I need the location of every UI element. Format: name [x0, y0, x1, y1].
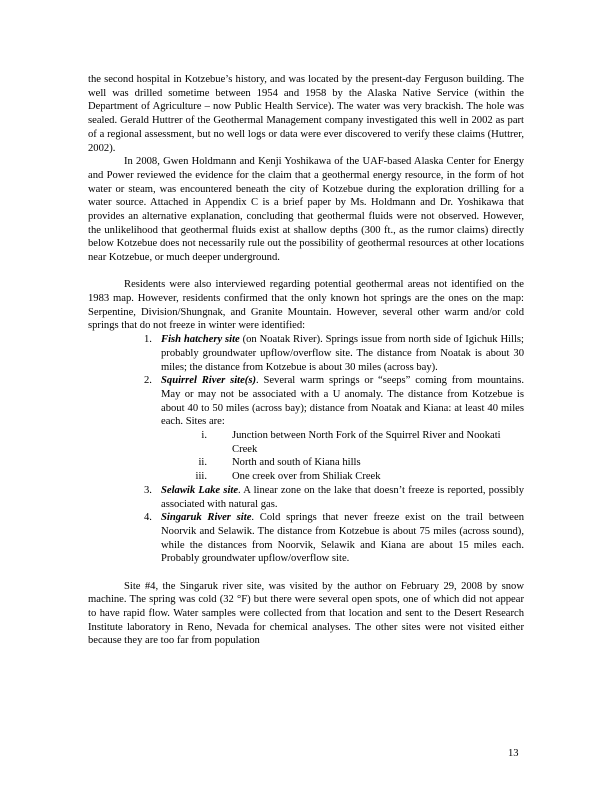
- site-name: Selawik Lake site: [161, 484, 239, 496]
- paragraph-spacer: [88, 265, 524, 279]
- site-list: [88, 333, 524, 566]
- paragraph-4: Site #4, the Singaruk river site, was visited by the author on February 29, 2008 by snow machine. The spring was cold (32 °F) but there were several open spots, one of which did not appear to have rapid flow. Water samples were collected from that location and sent to the Desert Research Institute laboratory in Reno, Nevada for chemical analyses. The other sites were not visited either because they are too far from population: [88, 580, 524, 647]
- subsite-list: [161, 429, 524, 484]
- site-item: [88, 484, 524, 511]
- subsite-text: North and south of Kiana hills: [232, 457, 361, 469]
- paragraph-spacer: [88, 566, 524, 580]
- subsite-number: iii.: [195, 471, 207, 483]
- site-item: [88, 374, 524, 484]
- paragraph-3: Residents were also interviewed regarding potential geothermal areas not identified on the 1983 map. However, residents confirmed that the only known hot springs are the ones on the map: Serpentine, Division/Shungnak, and Granite Mountain. However, several other warm and/or cold springs that do not freeze in winter were identified:: [88, 279, 524, 332]
- site-item: [88, 333, 524, 374]
- site-description: (on Noatak River). Springs issue from north side of Igichuk Hills; probably groundwater upflow/overflow site. The distance from Noatak is about 30 miles; the distance from Kotzebue is about 30 miles (across bay).: [161, 334, 524, 373]
- paragraph-1: the second hospital in Kotzebue’s history, and was located by the present-day Ferguson building. The well was drilled sometime between 1954 and 1958 by the Alaska Native Service (within the Department of Agriculture – now Public Health Service). The water was very brackish. The hole was sealed. Gerald Huttrer of the Geothermal Management company investigated this well in 2002 as part of a regional assessment, but no well logs or data were ever discovered to verify these claims (Huttrer, 2002).: [88, 74, 524, 154]
- subsite-text: One creek over from Shiliak Creek: [232, 471, 381, 483]
- site-number: 2.: [144, 375, 152, 387]
- site-description: . A linear zone on the lake that doesn’t freeze is reported, possibly associated with natural gas.: [161, 484, 524, 510]
- site-number: 4.: [144, 512, 152, 524]
- page-body: [88, 73, 524, 648]
- site-name: Fish hatchery site: [161, 334, 240, 346]
- site-name: Singaruk River site: [161, 512, 252, 524]
- site-name: Squirrel River site(s): [161, 375, 256, 387]
- subsite-number: ii.: [198, 457, 207, 469]
- site-number: 1.: [144, 334, 152, 346]
- subsite-text: Junction between North Fork of the Squirrel River and Nookati Creek: [232, 430, 501, 455]
- subsite-item: [161, 456, 524, 470]
- subsite-item: [161, 429, 524, 456]
- page-number: 13: [508, 748, 519, 759]
- site-item: [88, 511, 524, 566]
- paragraph-2: In 2008, Gwen Holdmann and Kenji Yoshikawa of the UAF-based Alaska Center for Energy and Power reviewed the evidence for the claim that a geothermal energy resource, in the form of hot water or steam, was encountered beneath the city of Kotzebue during the exploration drilling for a water source. Attached in Appendix C is a brief paper by Ms. Holdmann and Dr. Yoshikawa that provides an alternative explanation, concluding that geothermal fluids were not observed. However, the unlikelihood that geothermal fluids exist at shallow depths (300 ft., as the rumor claims) directly below Kotzebue does not necessarily rule out the possibility of geothermal resources at other locations near Kotzebue, or much deeper underground.: [88, 156, 524, 264]
- site-description: . Cold springs that never freeze exist on the trail between Noorvik and Selawik. The distance from Kotzebue is about 75 miles (across sound), while the distances from Noorvik, Selawik and Kiana are about 15 miles each. Probably groundwater upflow/overflow site.: [161, 512, 525, 565]
- subsite-item: [161, 470, 524, 484]
- subsite-number: i.: [201, 430, 207, 442]
- site-number: 3.: [144, 484, 152, 496]
- site-description: . Several warm springs or “seeps” coming from mountains. May or may not be associated with a U anomaly. The distance from Kotzebue is about 40 to 50 miles (across bay); distance from Noatak and Kiana: at least 40 miles each. Sites are:: [161, 375, 524, 428]
